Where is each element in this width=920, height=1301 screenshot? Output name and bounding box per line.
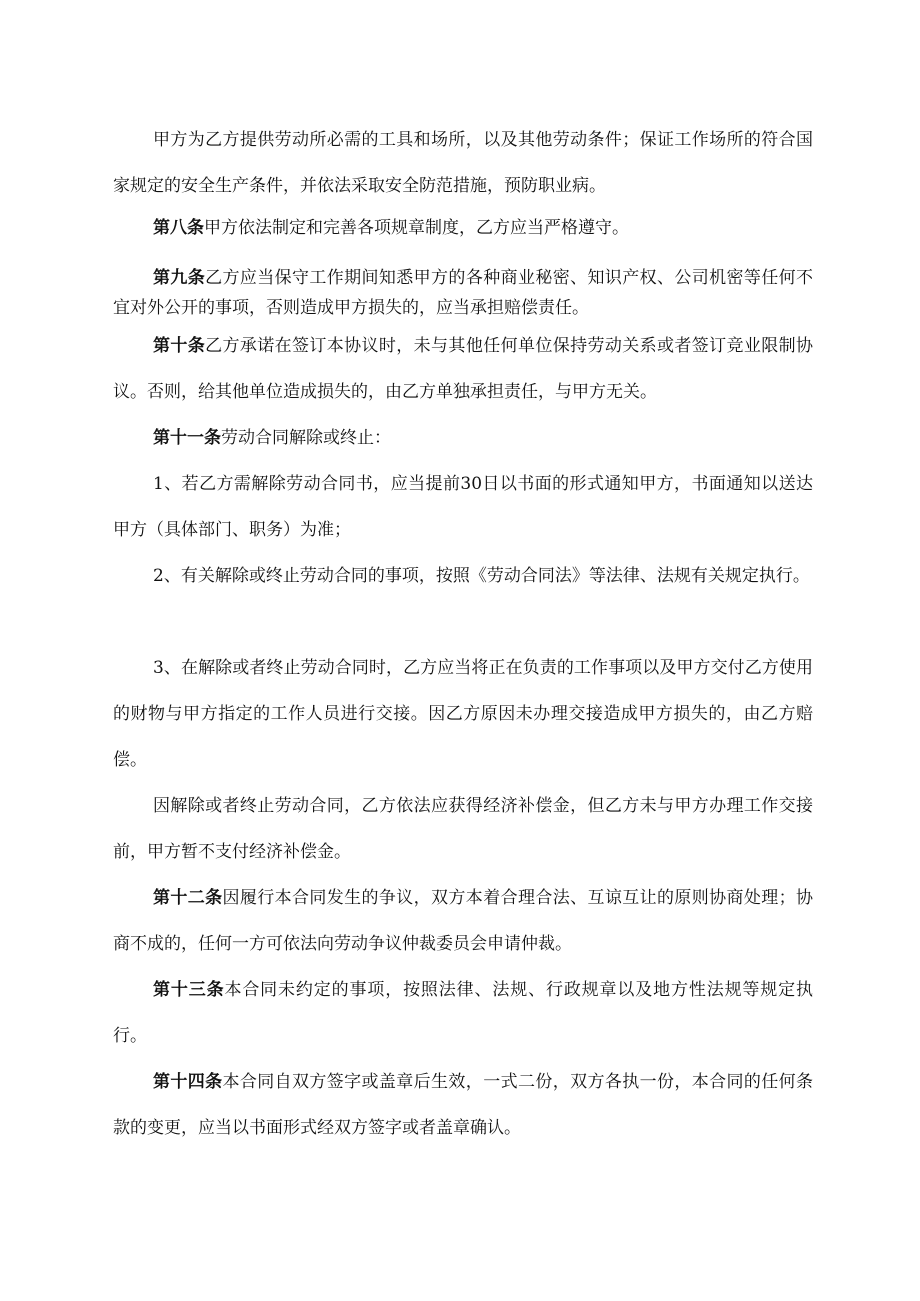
article-heading: 第十条 — [153, 336, 206, 356]
article-9 — [113, 263, 813, 323]
article-heading: 第十二条 — [153, 888, 223, 908]
paragraph-tools-and-workplace — [113, 117, 813, 209]
article-8 — [113, 205, 813, 251]
paragraph-text: 2、有关解除或终止劳动合同的事项，按照《劳动合同法》等法律、法规有关规定执行。 — [153, 566, 810, 586]
article-10 — [113, 323, 813, 415]
paragraph-text: 1、若乙方需解除劳动合同书，应当提前30日以书面的形式通知甲方，书面通知以送达甲方（具体部门、职务）为准； — [113, 474, 813, 540]
article-13 — [113, 967, 813, 1059]
article-text: 甲方依法制定和完善各项规章制度，乙方应当严格遵守。 — [204, 218, 629, 238]
article-text: 因履行本合同发生的争议，双方本着合理合法、互谅互让的原则协商处理；协商不成的，任何一方可依法向劳动争议仲裁委员会申请仲裁。 — [113, 888, 814, 954]
clause-3-handover — [113, 645, 813, 783]
clause-2-termination-matters — [113, 553, 813, 599]
article-heading: 第九条 — [153, 268, 206, 288]
clause-1-resignation-notice — [113, 461, 813, 553]
article-12 — [113, 875, 813, 967]
paragraph-text: 因解除或者终止劳动合同，乙方依法应获得经济补偿金，但乙方未与甲方办理工作交接前，甲方暂不支付经济补偿金。 — [113, 796, 813, 862]
article-text: 乙方承诺在签订本协议时，未与其他任何单位保持劳动关系或者签订竞业限制协议。否则，给其他单位造成损失的，由乙方单独承担责任，与甲方无关。 — [113, 336, 814, 402]
article-text: 本合同未约定的事项，按照法律、法规、行政规章以及地方性法规等规定执行。 — [113, 980, 814, 1046]
article-11 — [113, 415, 813, 461]
article-14 — [113, 1059, 813, 1151]
article-text: 劳动合同解除或终止： — [221, 428, 391, 448]
article-heading: 第八条 — [153, 218, 204, 238]
article-text: 本合同自双方签字或盖章后生效，一式二份，双方各执一份，本合同的任何条款的变更，应当以书面形式经双方签字或者盖章确认。 — [113, 1072, 814, 1138]
article-text: 乙方应当保守工作期间知悉甲方的各种商业秘密、知识产权、公司机密等任何不宜对外公开的事项，否则造成甲方损失的，应当承担赔偿责任。 — [113, 268, 814, 318]
article-heading: 第十三条 — [153, 980, 225, 1000]
paragraph-severance — [113, 783, 813, 875]
paragraph-text: 甲方为乙方提供劳动所必需的工具和场所，以及其他劳动条件；保证工作场所的符合国家规定的安全生产条件，并依法采取安全防范措施，预防职业病。 — [113, 130, 813, 196]
article-heading: 第十四条 — [153, 1072, 223, 1092]
paragraph-text: 3、在解除或者终止劳动合同时，乙方应当将正在负责的工作事项以及甲方交付乙方使用的财物与甲方指定的工作人员进行交接。因乙方原因未办理交接造成甲方损失的，由乙方赔偿。 — [113, 658, 813, 770]
article-heading: 第十一条 — [153, 428, 221, 448]
